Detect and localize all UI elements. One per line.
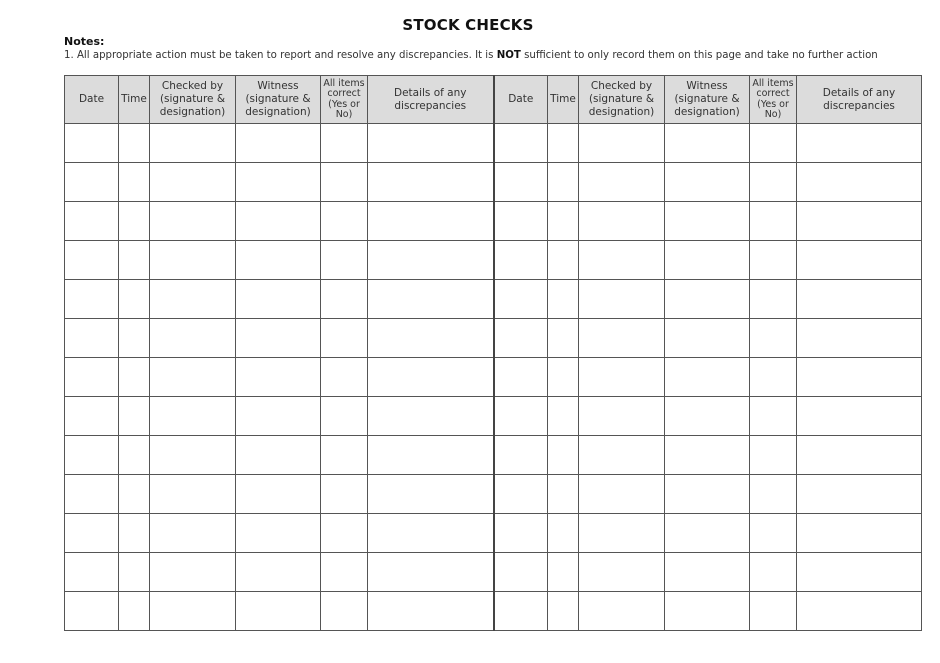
table-cell[interactable]	[368, 124, 494, 163]
table-cell[interactable]	[119, 241, 150, 280]
table-cell[interactable]	[150, 163, 236, 202]
table-cell[interactable]	[236, 553, 321, 592]
table-cell[interactable]	[548, 514, 579, 553]
table-cell[interactable]	[797, 475, 922, 514]
note-suffix: sufficient to only record them on this page and take no further action	[520, 50, 878, 61]
note-prefix: 1. All appropriate action must be taken to report and resolve any discrepancies. It is	[64, 50, 497, 61]
table-cell[interactable]	[548, 475, 579, 514]
table-cell[interactable]	[750, 124, 797, 163]
table-cell[interactable]	[797, 319, 922, 358]
column-header-discrepancies-2: Details of any discrepancies	[797, 76, 922, 124]
table-cell[interactable]	[750, 397, 797, 436]
table-cell[interactable]	[65, 280, 119, 319]
table-cell[interactable]	[236, 358, 321, 397]
table-cell[interactable]	[150, 280, 236, 319]
column-header-time: Time	[119, 76, 150, 124]
table-row	[65, 358, 922, 397]
table-cell[interactable]	[494, 124, 548, 163]
table-cell[interactable]	[321, 280, 368, 319]
table-cell[interactable]	[579, 592, 665, 631]
table-row	[65, 280, 922, 319]
column-header-date: Date	[65, 76, 119, 124]
table-cell[interactable]	[750, 163, 797, 202]
table-cell[interactable]	[368, 241, 494, 280]
table-cell[interactable]	[494, 514, 548, 553]
note-line	[64, 50, 878, 61]
table-cell[interactable]	[119, 319, 150, 358]
table-cell[interactable]	[548, 592, 579, 631]
table-cell[interactable]	[236, 280, 321, 319]
table-cell[interactable]	[321, 475, 368, 514]
table-cell[interactable]	[548, 319, 579, 358]
table-cell[interactable]	[665, 514, 750, 553]
table-cell[interactable]	[236, 319, 321, 358]
table-cell[interactable]	[548, 553, 579, 592]
table-row	[65, 241, 922, 280]
table-cell[interactable]	[494, 319, 548, 358]
table-cell[interactable]	[797, 553, 922, 592]
table-cell[interactable]	[119, 397, 150, 436]
stock-check-table	[64, 75, 922, 631]
column-header-all-items-correct: All items correct (Yes or No)	[321, 76, 368, 124]
table-row	[65, 124, 922, 163]
table-cell[interactable]	[665, 124, 750, 163]
table-cell[interactable]	[65, 241, 119, 280]
table-cell[interactable]	[494, 280, 548, 319]
table-cell[interactable]	[119, 202, 150, 241]
table-cell[interactable]	[665, 553, 750, 592]
table-body	[65, 124, 922, 631]
table-row	[65, 202, 922, 241]
table-cell[interactable]	[548, 202, 579, 241]
column-header-time-2: Time	[548, 76, 579, 124]
table-cell[interactable]	[797, 514, 922, 553]
column-header-witness: Witness (signature & designation)	[236, 76, 321, 124]
table-cell[interactable]	[665, 163, 750, 202]
table-cell[interactable]	[119, 280, 150, 319]
table-cell[interactable]	[119, 124, 150, 163]
table-cell[interactable]	[797, 397, 922, 436]
table-cell[interactable]	[368, 514, 494, 553]
table-cell[interactable]	[236, 124, 321, 163]
table-cell[interactable]	[65, 124, 119, 163]
table-cell[interactable]	[65, 319, 119, 358]
table-cell[interactable]	[368, 358, 494, 397]
table-cell[interactable]	[494, 358, 548, 397]
table-cell[interactable]	[665, 280, 750, 319]
table-cell[interactable]	[548, 124, 579, 163]
table-row	[65, 319, 922, 358]
notes-heading: Notes:	[64, 35, 105, 48]
column-header-discrepancies: Details of any discrepancies	[368, 76, 494, 124]
table-row	[65, 592, 922, 631]
table-cell[interactable]	[236, 514, 321, 553]
table-cell[interactable]	[119, 475, 150, 514]
table-cell[interactable]	[797, 592, 922, 631]
table-cell[interactable]	[665, 202, 750, 241]
table-cell[interactable]	[65, 358, 119, 397]
table-cell[interactable]	[579, 241, 665, 280]
table-cell[interactable]	[65, 514, 119, 553]
table-cell[interactable]	[579, 163, 665, 202]
table-cell[interactable]	[321, 553, 368, 592]
table-cell[interactable]	[665, 241, 750, 280]
table-cell[interactable]	[150, 592, 236, 631]
table-row	[65, 475, 922, 514]
table-cell[interactable]	[321, 436, 368, 475]
table-cell[interactable]	[750, 592, 797, 631]
table-row	[65, 436, 922, 475]
table-row	[65, 553, 922, 592]
table-cell[interactable]	[665, 475, 750, 514]
table-cell[interactable]	[119, 163, 150, 202]
table-cell[interactable]	[321, 319, 368, 358]
table-cell[interactable]	[236, 397, 321, 436]
table-cell[interactable]	[579, 358, 665, 397]
table-cell[interactable]	[750, 475, 797, 514]
table-cell[interactable]	[368, 553, 494, 592]
table-cell[interactable]	[321, 202, 368, 241]
table-cell[interactable]	[579, 124, 665, 163]
table-cell[interactable]	[665, 319, 750, 358]
table-cell[interactable]	[368, 397, 494, 436]
table-cell[interactable]	[119, 358, 150, 397]
column-header-witness-2: Witness (signature & designation)	[665, 76, 750, 124]
table-cell[interactable]	[494, 202, 548, 241]
table-cell[interactable]	[368, 319, 494, 358]
table-cell[interactable]	[150, 124, 236, 163]
table-cell[interactable]	[65, 163, 119, 202]
table-cell[interactable]	[750, 358, 797, 397]
table-cell[interactable]	[579, 436, 665, 475]
table-cell[interactable]	[494, 163, 548, 202]
table-cell[interactable]	[494, 436, 548, 475]
table-cell[interactable]	[368, 436, 494, 475]
table-cell[interactable]	[548, 280, 579, 319]
table-cell[interactable]	[494, 592, 548, 631]
table-cell[interactable]	[321, 514, 368, 553]
table-cell[interactable]	[321, 163, 368, 202]
table-cell[interactable]	[65, 592, 119, 631]
table-cell[interactable]	[150, 475, 236, 514]
table-cell[interactable]	[150, 436, 236, 475]
table-row	[65, 397, 922, 436]
table-cell[interactable]	[797, 202, 922, 241]
column-header-all-items-correct-2: All items correct (Yes or No)	[750, 76, 797, 124]
table-cell[interactable]	[321, 397, 368, 436]
table-cell[interactable]	[750, 202, 797, 241]
table-cell[interactable]	[579, 280, 665, 319]
table-cell[interactable]	[119, 553, 150, 592]
header-row	[65, 76, 922, 124]
table-cell[interactable]	[119, 592, 150, 631]
table-cell[interactable]	[368, 202, 494, 241]
table-cell[interactable]	[797, 241, 922, 280]
table-cell[interactable]	[119, 514, 150, 553]
table-row	[65, 514, 922, 553]
table-cell[interactable]	[548, 436, 579, 475]
table-cell[interactable]	[368, 163, 494, 202]
table-cell[interactable]	[665, 436, 750, 475]
table-cell[interactable]	[368, 475, 494, 514]
table-cell[interactable]	[321, 124, 368, 163]
table-cell[interactable]	[65, 202, 119, 241]
table-cell[interactable]	[321, 592, 368, 631]
table-cell[interactable]	[65, 553, 119, 592]
table-cell[interactable]	[368, 592, 494, 631]
table-cell[interactable]	[579, 553, 665, 592]
table-cell[interactable]	[150, 241, 236, 280]
table-cell[interactable]	[368, 280, 494, 319]
table-cell[interactable]	[665, 358, 750, 397]
table-cell[interactable]	[494, 397, 548, 436]
table-cell[interactable]	[750, 553, 797, 592]
table-cell[interactable]	[548, 397, 579, 436]
column-header-checked-by: Checked by (signature & designation)	[150, 76, 236, 124]
table-cell[interactable]	[797, 358, 922, 397]
table-cell[interactable]	[750, 241, 797, 280]
table-row	[65, 163, 922, 202]
table-cell[interactable]	[665, 592, 750, 631]
table-cell[interactable]	[236, 202, 321, 241]
table-cell[interactable]	[750, 436, 797, 475]
table-cell[interactable]	[150, 514, 236, 553]
table-cell[interactable]	[797, 163, 922, 202]
table-cell[interactable]	[579, 475, 665, 514]
table-cell[interactable]	[236, 241, 321, 280]
table-cell[interactable]	[548, 241, 579, 280]
table-cell[interactable]	[750, 514, 797, 553]
table-cell[interactable]	[65, 436, 119, 475]
table-cell[interactable]	[494, 553, 548, 592]
table-cell[interactable]	[150, 202, 236, 241]
table-cell[interactable]	[236, 475, 321, 514]
table-cell[interactable]	[150, 553, 236, 592]
table-cell[interactable]	[579, 514, 665, 553]
table-cell[interactable]	[494, 475, 548, 514]
table-cell[interactable]	[548, 163, 579, 202]
table-cell[interactable]	[65, 475, 119, 514]
table-cell[interactable]	[321, 358, 368, 397]
table-cell[interactable]	[150, 358, 236, 397]
table-cell[interactable]	[548, 358, 579, 397]
table-cell[interactable]	[65, 397, 119, 436]
table-cell[interactable]	[494, 241, 548, 280]
table-cell[interactable]	[579, 397, 665, 436]
table-cell[interactable]	[321, 241, 368, 280]
table-cell[interactable]	[579, 202, 665, 241]
note-emphasis: NOT	[496, 50, 521, 61]
column-header-checked-by-2: Checked by (signature & designation)	[579, 76, 665, 124]
table-cell[interactable]	[579, 319, 665, 358]
table-cell[interactable]	[797, 280, 922, 319]
column-header-date-2: Date	[494, 76, 548, 124]
table-cell[interactable]	[750, 319, 797, 358]
table-cell[interactable]	[236, 163, 321, 202]
table-cell[interactable]	[150, 319, 236, 358]
table-cell[interactable]	[797, 124, 922, 163]
table-cell[interactable]	[119, 436, 150, 475]
table-cell[interactable]	[797, 436, 922, 475]
page-title: STOCK CHECKS	[402, 16, 534, 34]
table-cell[interactable]	[236, 592, 321, 631]
table-cell[interactable]	[236, 436, 321, 475]
table-cell[interactable]	[150, 397, 236, 436]
table-cell[interactable]	[665, 397, 750, 436]
table-cell[interactable]	[750, 280, 797, 319]
